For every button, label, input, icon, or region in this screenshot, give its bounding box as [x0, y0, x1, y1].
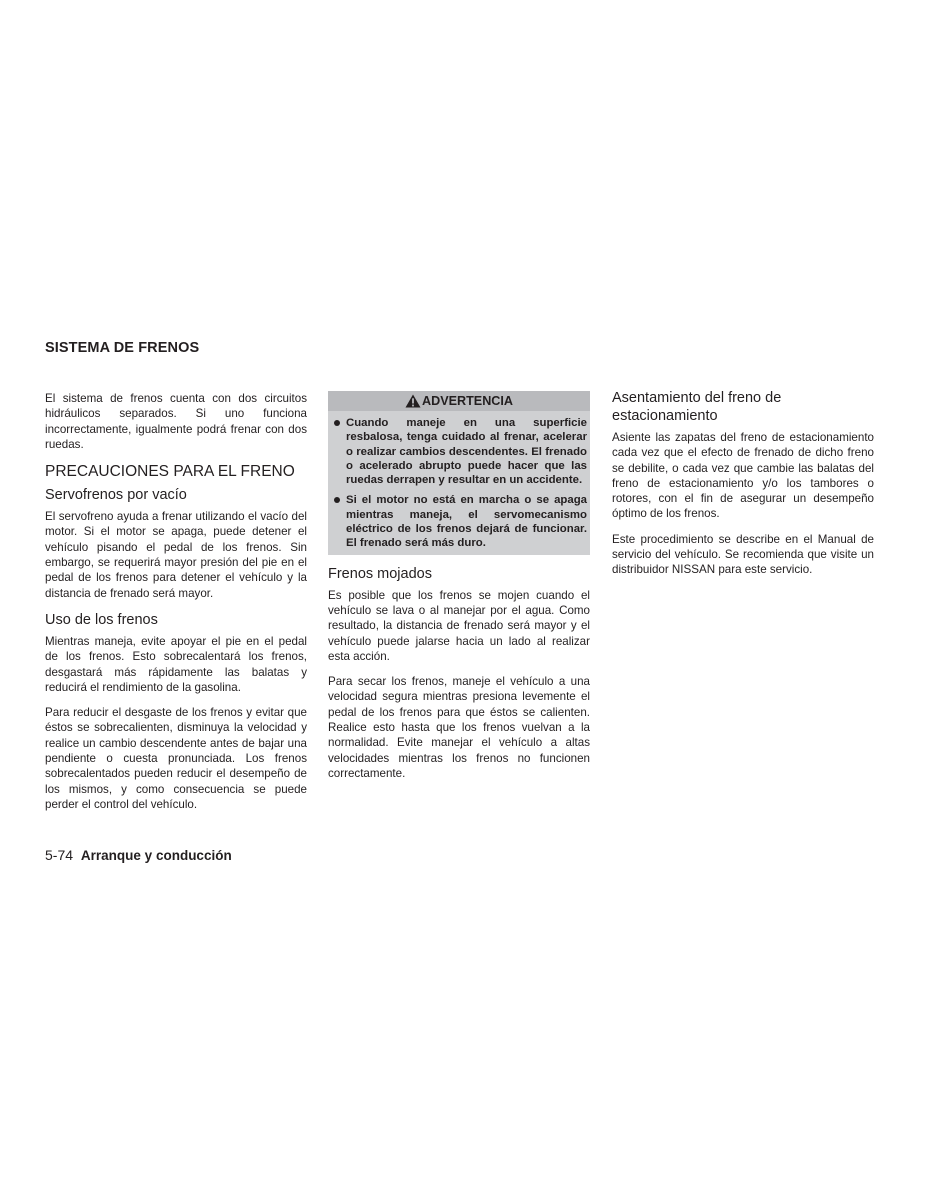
- precautions-heading: PRECAUCIONES PARA EL FRENO: [45, 463, 295, 481]
- servo-paragraph: El servofreno ayuda a frenar utilizando el vacío del motor. Si el motor se apaga, puede detener el vehículo pisando el pedal de los frenos. Sin embargo, se requerirá mayor presión del pie en el pedal de los frenos para detener el vehículo y la distancia de frenado será mayor.: [45, 510, 307, 600]
- parking-brake-paragraph-2: Este procedimiento se describe en el Manual de servicio del vehículo. Se recomienda que visite un distribuidor NISSAN para este servicio.: [612, 532, 874, 577]
- column-3: [612, 389, 874, 588]
- warning-item: [328, 493, 587, 550]
- warning-header: [328, 391, 590, 411]
- chapter-title: Arranque y conducción: [80, 848, 232, 863]
- warning-box: [328, 391, 590, 555]
- column-2: [328, 389, 590, 791]
- parking-brake-paragraph-1: Asiente las zapatas del freno de estacionamiento cada vez que el efecto de frenado de dicho freno se debilite, o cada vez que cambie las balatas del freno de estacionamiento y/o los tambores o rotores, con el fin de asegurar un desempeño óptimo de los frenos.: [612, 431, 874, 521]
- brake-use-subheading: Uso de los frenos: [45, 611, 158, 628]
- servo-subheading: Servofrenos por vacío: [45, 487, 187, 504]
- warning-item-text: Cuando maneje en una superficie resbalosa, tenga cuidado al frenar, acelerar o realizar cambios descendentes. El frenado o acelerado abrupto puede hacer que las ruedas derrapen y resultar en un accidente.: [346, 417, 587, 487]
- warning-title: ADVERTENCIA: [422, 394, 513, 408]
- warning-item: [328, 416, 587, 487]
- brake-use-paragraph-1: Mientras maneja, evite apoyar el pie en el pedal de los frenos. Esto sobrecalentará los frenos, desgastará más rápidamente las balatas y reducirá el rendimiento de la gasolina.: [45, 634, 307, 694]
- wet-brakes-subheading: Frenos mojados: [328, 565, 432, 582]
- section-title: SISTEMA DE FRENOS: [45, 340, 200, 356]
- warning-item-text: Si el motor no está en marcha o se apaga mientras maneja, el servomecanismo eléctrico de los frenos dejará de funcionar. El frenado será más duro.: [346, 494, 587, 550]
- bullet-icon: [334, 497, 340, 503]
- warning-triangle-icon: [405, 394, 421, 408]
- brake-use-paragraph-2: Para reducir el desgaste de los frenos y evitar que éstos se sobrecalienten, disminuya la velocidad y realice un cambio descendente antes de bajar una pendiente o cuesta pronunciada. Los frenos sobrecalentados pueden reducir el desempeño de los mismos, y como consecuencia se puede perder el control del vehículo.: [45, 706, 307, 811]
- bullet-icon: [334, 420, 340, 426]
- wet-brakes-paragraph-2: Para secar los frenos, maneje el vehículo a una velocidad segura mientras presiona levemente el pedal de los frenos para que éstos se calienten. Realice esto hasta que los frenos vuelvan a la normalidad. Evite manejar el vehículo a altas velocidades mientras los frenos no funcionen correctamente.: [328, 675, 590, 780]
- warning-list: [328, 411, 590, 555]
- parking-brake-subheading: Asentamiento del freno de estacionamiento: [612, 390, 782, 424]
- intro-paragraph: El sistema de frenos cuenta con dos circuitos hidráulicos separados. Si uno funciona incorrectamente, igualmente podrá frenar con dos ruedas.: [45, 392, 307, 451]
- wet-brakes-paragraph-1: Es posible que los frenos se mojen cuando el vehículo se lava o al manejar por el agua. Como resultado, la distancia de frenado será mayor y el vehículo puede jalarse hacia un lado al realizar esta acción.: [328, 588, 590, 663]
- page-number: 5-74: [45, 847, 74, 863]
- column-1: [45, 389, 307, 822]
- page-footer: [45, 847, 232, 863]
